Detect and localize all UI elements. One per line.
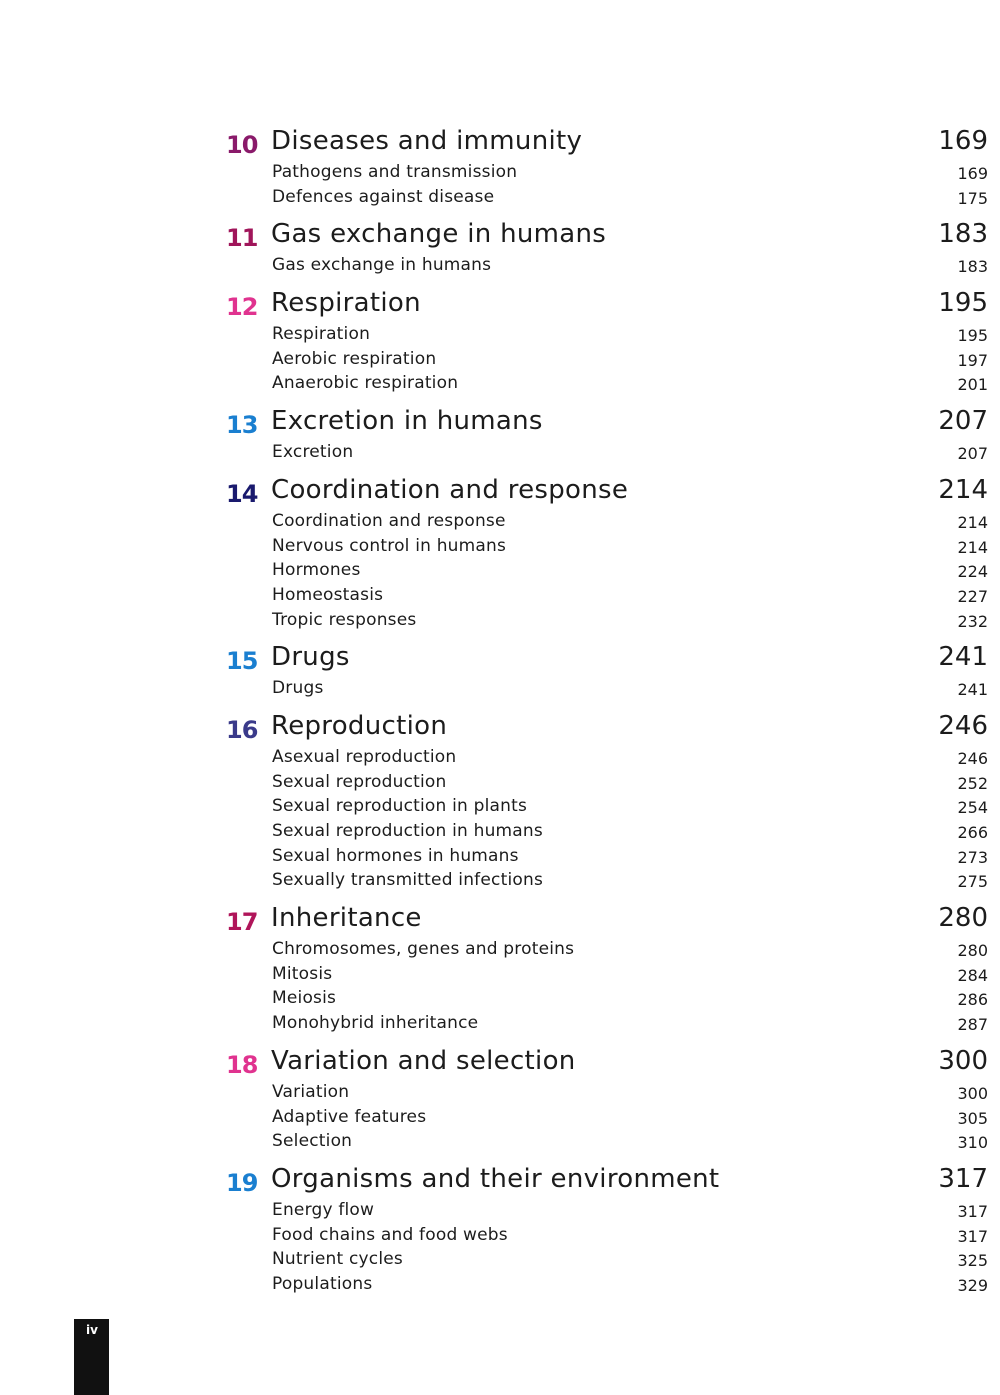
section-page: 241 <box>957 680 988 700</box>
page-number-tab <box>74 1319 109 1395</box>
chapter-number: 19 <box>226 1168 258 1197</box>
chapter-title: Drugs <box>271 642 350 673</box>
section-entry[interactable] <box>226 510 988 535</box>
section-title: Monohybrid inheritance <box>272 1013 479 1034</box>
section-page: 287 <box>957 1015 988 1035</box>
chapter-title: Reproduction <box>271 710 448 741</box>
chapter-entry <box>226 642 988 702</box>
page-number: iv <box>86 1323 98 1337</box>
section-entry[interactable] <box>226 795 988 820</box>
chapter-heading[interactable] <box>226 711 988 746</box>
section-entry[interactable] <box>226 938 988 963</box>
chapter-page: 280 <box>938 903 988 934</box>
section-page: 197 <box>957 350 988 370</box>
section-page: 224 <box>957 562 988 582</box>
section-page: 201 <box>957 375 988 395</box>
chapter-entry <box>226 475 988 633</box>
chapter-title: Inheritance <box>271 903 422 934</box>
chapter-page: 195 <box>938 288 988 319</box>
section-entry[interactable] <box>226 535 988 560</box>
section-title: Food chains and food webs <box>272 1224 508 1245</box>
chapter-entry <box>226 126 988 210</box>
section-entry[interactable] <box>226 963 988 988</box>
section-page: 169 <box>957 164 988 183</box>
section-title: Selection <box>272 1131 353 1152</box>
section-title: Homeostasis <box>272 584 384 605</box>
section-entry[interactable] <box>226 609 988 634</box>
chapter-heading[interactable] <box>226 642 988 677</box>
section-page: 317 <box>957 1201 988 1221</box>
section-page: 195 <box>957 326 988 346</box>
section-title: Tropic responses <box>272 609 417 630</box>
chapter-heading[interactable] <box>226 219 988 254</box>
chapter-heading[interactable] <box>226 1164 988 1199</box>
section-title: Sexual reproduction in plants <box>272 796 528 817</box>
section-title: Pathogens and transmission <box>272 162 518 182</box>
chapter-title: Diseases and immunity <box>271 126 583 156</box>
section-entry[interactable] <box>226 677 988 702</box>
section-entry[interactable] <box>226 845 988 870</box>
section-entry[interactable] <box>226 559 988 584</box>
chapter-title: Organisms and their environment <box>271 1163 720 1194</box>
section-page: 305 <box>957 1108 988 1128</box>
section-title: Nervous control in humans <box>272 535 507 556</box>
section-entry[interactable] <box>226 820 988 845</box>
chapter-page: 300 <box>938 1045 988 1076</box>
section-title: Mitosis <box>272 963 333 984</box>
chapter-entry <box>226 1046 988 1155</box>
section-title: Energy flow <box>272 1199 375 1220</box>
section-entry[interactable] <box>226 186 988 211</box>
section-entry[interactable] <box>226 746 988 771</box>
section-entry[interactable] <box>226 1081 988 1106</box>
chapter-title: Coordination and response <box>271 474 629 505</box>
section-title: Populations <box>272 1273 373 1294</box>
chapter-entry <box>226 903 988 1037</box>
section-entry[interactable] <box>226 987 988 1012</box>
section-entry[interactable] <box>226 372 988 397</box>
section-entry[interactable] <box>226 254 988 279</box>
section-page: 280 <box>957 941 988 961</box>
section-page: 300 <box>957 1083 988 1103</box>
section-page: 227 <box>957 586 988 606</box>
section-title: Variation <box>272 1081 350 1102</box>
section-title: Sexually transmitted infections <box>272 870 543 891</box>
section-entry[interactable] <box>226 1224 988 1249</box>
section-title: Aerobic respiration <box>272 348 437 369</box>
chapter-title: Excretion in humans <box>271 406 543 437</box>
section-title: Drugs <box>272 678 324 699</box>
section-title: Sexual reproduction in humans <box>272 821 543 841</box>
section-entry[interactable] <box>226 869 988 894</box>
chapter-title: Variation and selection <box>271 1045 576 1076</box>
section-page: 317 <box>957 1226 988 1246</box>
chapter-number: 15 <box>226 647 258 676</box>
chapter-entry <box>226 406 988 466</box>
section-entry[interactable] <box>226 323 988 348</box>
chapter-entry <box>226 288 988 397</box>
section-page: 252 <box>957 773 988 793</box>
section-title: Excretion <box>272 442 354 463</box>
section-page: 254 <box>957 798 988 818</box>
table-of-contents <box>226 126 988 1307</box>
section-title: Defences against disease <box>272 186 495 207</box>
section-entry[interactable] <box>226 1248 988 1273</box>
section-page: 207 <box>957 444 988 464</box>
chapter-page: 183 <box>938 219 988 250</box>
section-entry[interactable] <box>226 348 988 373</box>
chapter-heading[interactable] <box>226 126 988 161</box>
section-title: Nutrient cycles <box>272 1249 403 1270</box>
section-page: 310 <box>957 1133 988 1153</box>
section-entry[interactable] <box>226 441 988 466</box>
chapter-number: 13 <box>226 411 258 440</box>
chapter-number: 14 <box>226 479 258 508</box>
section-title: Asexual reproduction <box>272 746 457 767</box>
chapter-page: 317 <box>938 1163 988 1194</box>
chapter-title: Respiration <box>271 288 421 319</box>
section-title: Adaptive features <box>272 1106 427 1127</box>
chapter-heading[interactable] <box>226 406 988 441</box>
chapter-heading[interactable] <box>226 475 988 510</box>
section-page: 266 <box>957 823 988 842</box>
chapter-number: 11 <box>226 224 258 253</box>
chapter-entry <box>226 219 988 279</box>
chapter-page: 246 <box>938 710 988 741</box>
section-page: 329 <box>957 1275 988 1295</box>
chapter-entry <box>226 1164 988 1298</box>
section-title: Respiration <box>272 324 371 345</box>
section-entry[interactable] <box>226 1130 988 1155</box>
chapter-page: 241 <box>938 642 988 673</box>
section-title: Sexual reproduction <box>272 771 447 792</box>
section-entry[interactable] <box>226 1012 988 1037</box>
section-page: 175 <box>957 188 988 208</box>
section-page: 284 <box>957 965 988 985</box>
section-title: Coordination and response <box>272 510 506 531</box>
chapter-number: 16 <box>226 715 258 744</box>
section-entry[interactable] <box>226 161 988 186</box>
section-entry[interactable] <box>226 1199 988 1224</box>
section-page: 275 <box>957 872 988 892</box>
section-title: Anaerobic respiration <box>272 373 459 394</box>
section-page: 286 <box>957 990 988 1010</box>
chapter-number: 17 <box>226 908 258 937</box>
section-title: Sexual hormones in humans <box>272 845 519 866</box>
section-title: Meiosis <box>272 988 337 1009</box>
chapter-heading[interactable] <box>226 288 988 323</box>
section-entry[interactable] <box>226 1106 988 1131</box>
section-title: Gas exchange in humans <box>272 255 492 276</box>
chapter-page: 214 <box>938 474 988 505</box>
section-entry[interactable] <box>226 771 988 796</box>
section-page: 246 <box>957 748 988 768</box>
chapter-heading[interactable] <box>226 903 988 938</box>
section-entry[interactable] <box>226 1273 988 1298</box>
section-entry[interactable] <box>226 584 988 609</box>
chapter-page: 169 <box>938 126 988 156</box>
section-title: Chromosomes, genes and proteins <box>272 939 575 960</box>
section-page: 232 <box>957 611 988 631</box>
section-page: 273 <box>957 847 988 867</box>
chapter-entry <box>226 711 988 894</box>
section-page: 214 <box>957 512 988 532</box>
chapter-title: Gas exchange in humans <box>271 219 607 250</box>
chapter-page: 207 <box>938 406 988 437</box>
chapter-number: 18 <box>226 1050 258 1079</box>
section-page: 214 <box>957 537 988 557</box>
section-title: Hormones <box>272 560 361 581</box>
chapter-number: 10 <box>226 131 258 159</box>
section-page: 183 <box>957 257 988 277</box>
chapter-heading[interactable] <box>226 1046 988 1081</box>
chapter-number: 12 <box>226 293 258 322</box>
section-page: 325 <box>957 1251 988 1271</box>
